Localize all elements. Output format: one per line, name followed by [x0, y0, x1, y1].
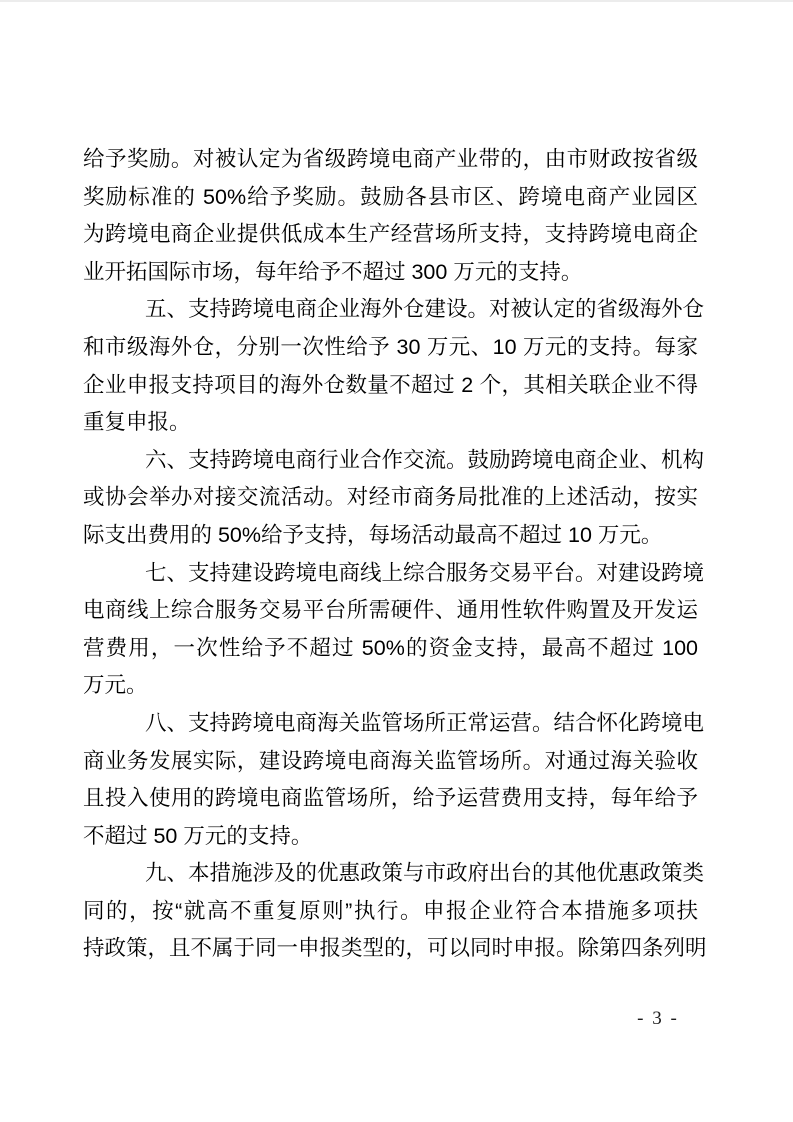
- text-line: 电商线上综合服务交易平台所需硬件、通用性软件购置及开发运: [83, 598, 698, 623]
- text-line: 九、本措施涉及的优惠政策与市政府出台的其他优惠政策类: [145, 861, 705, 886]
- text-line: 商业务发展实际，建设跨境电商海关监管场所。对通过海关验收: [83, 748, 698, 773]
- text-line: 和市级海外仓，分别一次性给予 30 万元、10 万元的支持。每家: [83, 334, 698, 359]
- text-line: 八、支持跨境电商海关监管场所正常运营。结合怀化跨境电: [145, 710, 705, 735]
- text-line: 万元。: [83, 673, 148, 698]
- paragraph-item-9: [83, 855, 707, 968]
- text-line: 企业申报支持项目的海外仓数量不超过 2 个，其相关联企业不得: [83, 372, 698, 397]
- text-line: 业开拓国际市场，每年给予不超过 300 万元的支持。: [83, 259, 583, 284]
- text-line: 且投入使用的跨境电商监管场所，给予运营费用支持，每年给予: [83, 786, 698, 811]
- text-line: 重复申报。: [83, 410, 191, 435]
- text-line: 为跨境电商企业提供低成本生产经营场所支持，支持跨境电商企: [83, 222, 698, 247]
- text-line: 不超过 50 万元的支持。: [83, 823, 313, 848]
- text-line: 六、支持跨境电商行业合作交流。鼓励跨境电商企业、机构: [145, 447, 705, 472]
- document-body: [83, 141, 707, 968]
- page-top-edge: [0, 0, 793, 2]
- paragraph-item-6: [83, 442, 705, 555]
- paragraph-continuation: [83, 141, 698, 291]
- text-line: 同的，按“就高不重复原则”执行。申报企业符合本措施多项扶: [83, 898, 698, 923]
- text-line: 奖励标准的 50%给予奖励。鼓励各县市区、跨境电商产业园区: [83, 184, 698, 209]
- text-line: 营费用，一次性给予不超过 50%的资金支持，最高不超过 100: [83, 635, 698, 660]
- paragraph-item-7: [83, 555, 705, 705]
- text-line: 给予奖励。对被认定为省级跨境电商产业带的，由市财政按省级: [83, 147, 698, 171]
- paragraph-item-5: [83, 291, 705, 441]
- text-line: 或协会举办对接交流活动。对经市商务局批准的上述活动，按实: [83, 485, 698, 510]
- text-line: 际支出费用的 50%给予支持，每场活动最高不超过 10 万元。: [83, 522, 663, 547]
- text-line: 五、支持跨境电商企业海外仓建设。对被认定的省级海外仓: [145, 297, 705, 322]
- paragraph-item-8: [83, 705, 705, 855]
- text-line: 七、支持建设跨境电商线上综合服务交易平台。对建设跨境: [145, 560, 705, 585]
- text-line: 持政策，且不属于同一申报类型的，可以同时申报。除第四条列明: [83, 936, 707, 961]
- page-number: - 3 -: [637, 1008, 679, 1029]
